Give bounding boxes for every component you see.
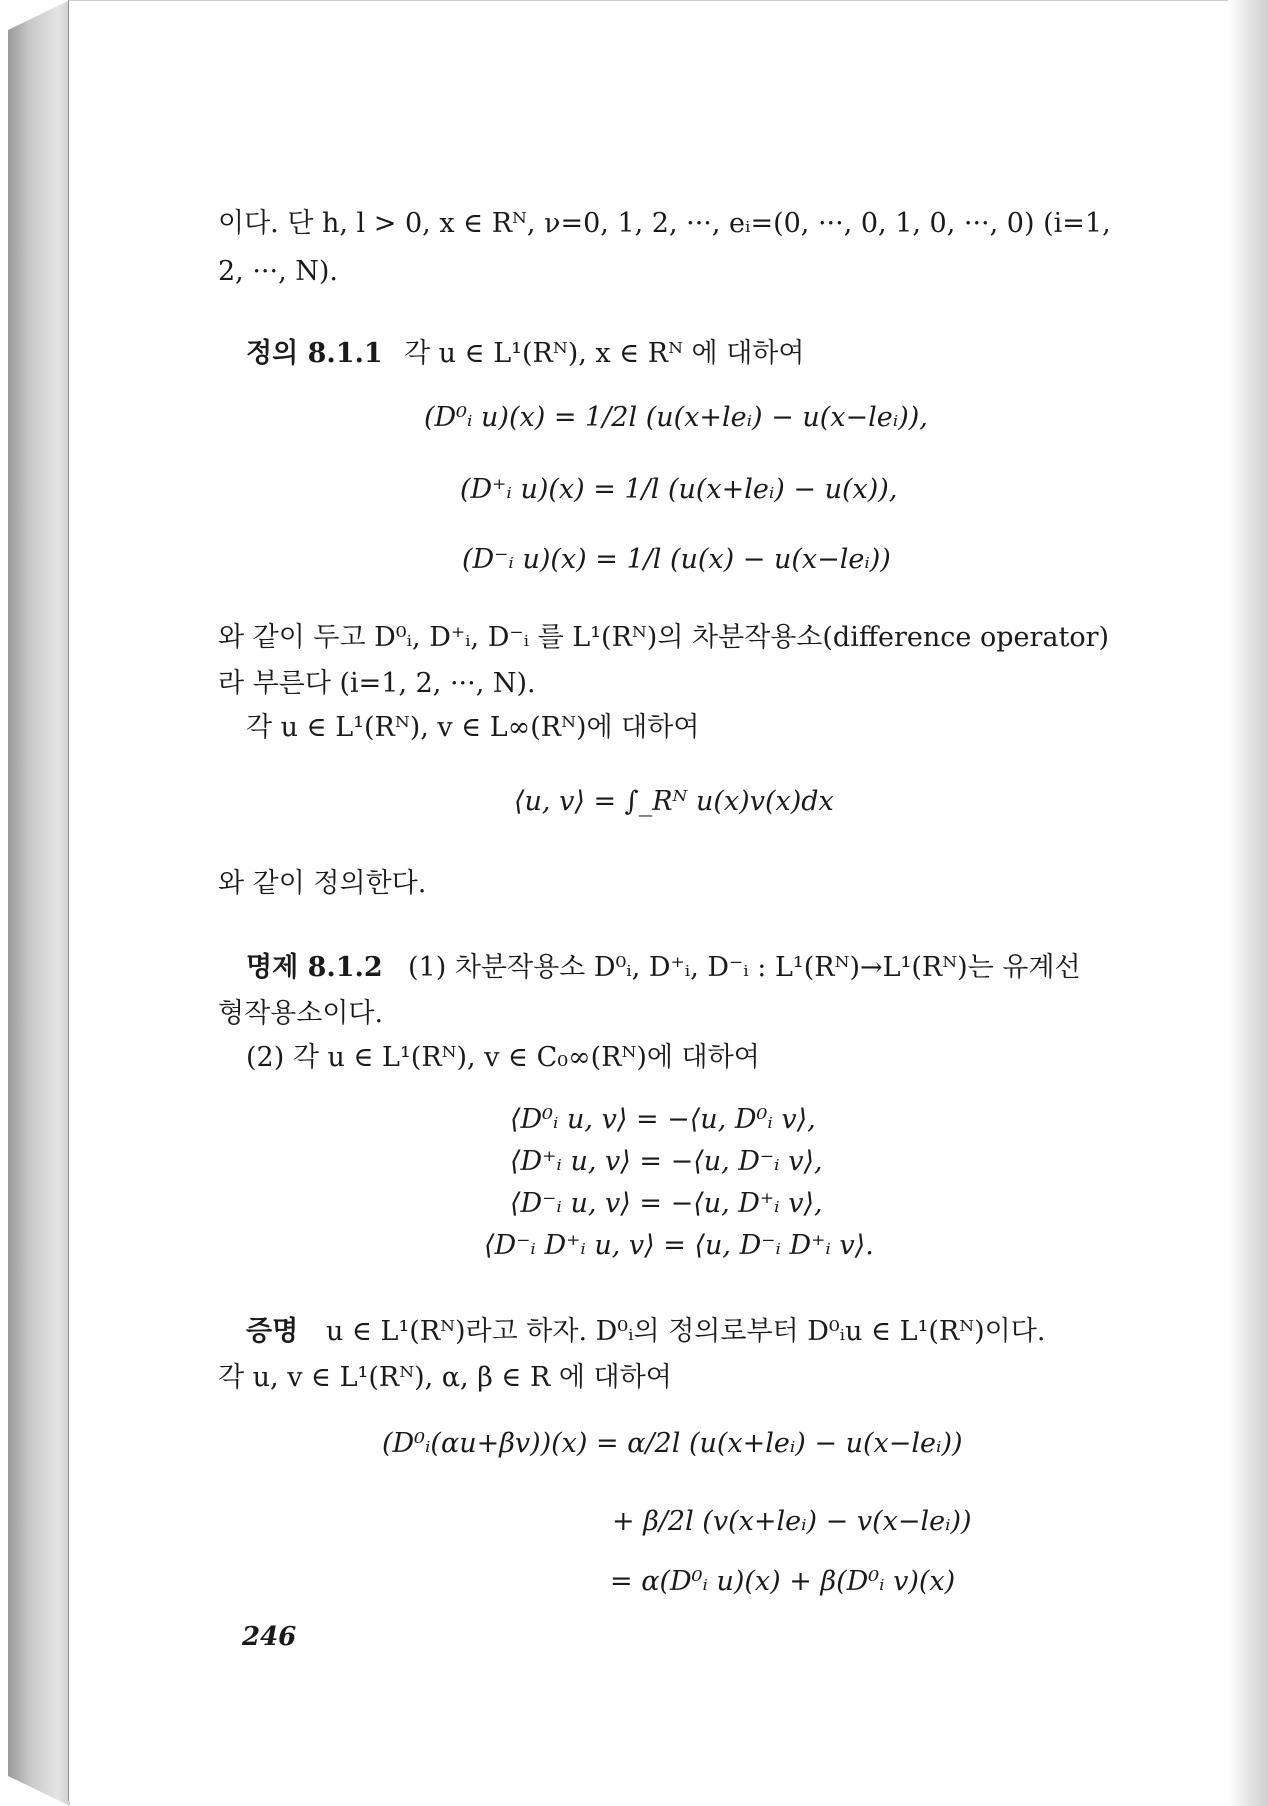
equation-linearity-2: + β/2l (v(x+leᵢ) − v(x−leᵢ)) [612,1506,972,1537]
equation-dminus: (D⁻ᵢ u)(x) = 1/l (u(x) − u(x−leᵢ)) [462,544,891,575]
text-line-2: 2, ···, N). [218,256,338,287]
equation-linearity-1: (D⁰ᵢ(αu+βv))(x) = α/2l (u(x+leᵢ) − u(x−leᵢ)) [382,1428,963,1459]
proposition-part-1-cont: 형작용소이다. [218,998,384,1029]
proof-line-2: 각 u, v ∈ L¹(Rᴺ), α, β ∈ R 에 대하여 [218,1362,672,1393]
proposition-heading: 명제 8.1.2 [246,952,383,983]
proposition-part-2: (2) 각 u ∈ L¹(Rᴺ), v ∈ C₀∞(Rᴺ)에 대하여 [246,1042,760,1073]
proof-line-1: u ∈ L¹(Rᴺ)라고 하자. D⁰ᵢ의 정의로부터 D⁰ᵢu ∈ L¹(Rᴺ)이다. [326,1316,1046,1347]
proposition-part-1: (1) 차분작용소 D⁰ᵢ, D⁺ᵢ, D⁻ᵢ : L¹(Rᴺ)→L¹(Rᴺ)는 유계선 [408,952,1081,983]
equation-adjoint-3: ⟨D⁻ᵢ u, v⟩ = −⟨u, D⁺ᵢ v⟩, [510,1188,823,1219]
page-number: 246 [242,1622,297,1652]
equation-adjoint-1: ⟨D⁰ᵢ u, v⟩ = −⟨u, D⁰ᵢ v⟩, [510,1104,816,1135]
text-line-definition-2: 라 부른다 (i=1, 2, ···, N). [218,668,536,699]
text-line-definition-1: 와 같이 두고 D⁰ᵢ, D⁺ᵢ, D⁻ᵢ 를 L¹(Rᴺ)의 차분작용소(difference operator) [218,622,1110,653]
equation-adjoint-2: ⟨D⁺ᵢ u, v⟩ = −⟨u, D⁻ᵢ v⟩, [510,1146,823,1177]
equation-linearity-3: = α(D⁰ᵢ u)(x) + β(D⁰ᵢ v)(x) [610,1566,956,1597]
definition-heading: 정의 8.1.1 [246,338,383,369]
page-edge-shadow [1228,0,1268,1806]
equation-dplus: (D⁺ᵢ u)(x) = 1/l (u(x+leᵢ) − u(x)), [460,474,898,505]
book-spine [8,0,70,1806]
text-line-1: 이다. 단 h, l > 0, x ∈ Rᴺ, ν=0, 1, 2, ···, eᵢ=(0, ···, 0, 1, 0, ···, 0) (i=1, [218,208,1111,239]
equation-d0: (D⁰ᵢ u)(x) = 1/2l (u(x+leᵢ) − u(x−leᵢ)), [424,402,928,433]
equation-adjoint-4: ⟨D⁻ᵢ D⁺ᵢ u, v⟩ = ⟨u, D⁻ᵢ D⁺ᵢ v⟩. [484,1230,874,1261]
equation-pairing: ⟨u, v⟩ = ∫_Rᴺ u(x)v(x)dx [514,786,834,817]
proof-heading: 증명 [246,1316,299,1347]
text-line-pairing-intro: 각 u ∈ L¹(Rᴺ), v ∈ L∞(Rᴺ)에 대하여 [246,712,700,743]
definition-intro: 각 u ∈ L¹(Rᴺ), x ∈ Rᴺ 에 대하여 [404,338,805,369]
text-line-pairing-end: 와 같이 정의한다. [218,868,427,899]
